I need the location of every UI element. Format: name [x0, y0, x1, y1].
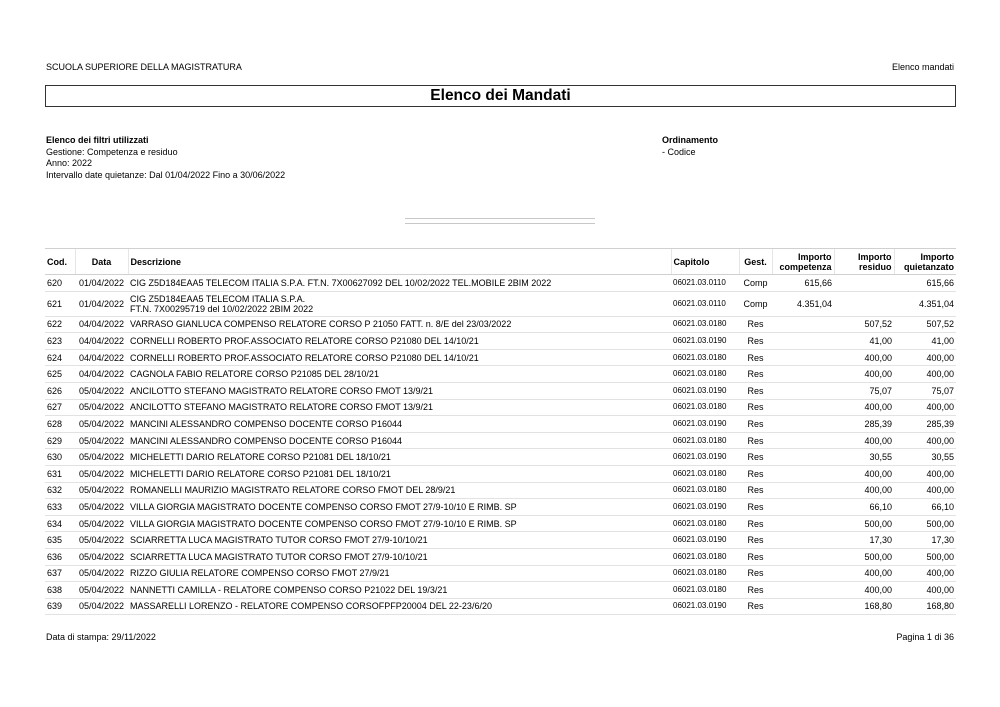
cell-gest: Comp [739, 275, 772, 292]
cell-data: 05/04/2022 [75, 499, 128, 516]
table-row [45, 366, 956, 383]
table-row [45, 449, 956, 466]
table-row [45, 316, 956, 333]
cell-quietanzato: 507,52 [894, 316, 956, 333]
cell-data: 05/04/2022 [75, 565, 128, 582]
cell-data: 01/04/2022 [75, 291, 128, 316]
table-header-row [45, 249, 956, 275]
cell-quietanzato: 400,00 [894, 482, 956, 499]
cell-cod: 620 [45, 275, 75, 292]
cell-descrizione-line1: MANCINI ALESSANDRO COMPENSO DOCENTE CORSO P16044 [130, 435, 403, 446]
cell-quietanzato: 285,39 [894, 416, 956, 433]
table-row [45, 482, 956, 499]
cell-capitolo: 06021.03.0180 [671, 366, 739, 383]
cell-quietanzato: 400,00 [894, 565, 956, 582]
cell-gest: Res [739, 449, 772, 466]
separator-line [405, 223, 595, 224]
cell-data: 05/04/2022 [75, 382, 128, 399]
col-header-quietanzato-line2: quietanzato [903, 261, 954, 272]
filters-heading: Elenco dei filtri utilizzati [46, 135, 149, 145]
cell-competenza [772, 482, 834, 499]
cell-residuo: 500,00 [834, 515, 894, 532]
cell-capitolo: 06021.03.0190 [671, 382, 739, 399]
cell-descrizione-line1: MICHELETTI DARIO RELATORE CORSO P21081 DEL 18/10/21 [130, 452, 391, 463]
cell-data: 04/04/2022 [75, 349, 128, 366]
cell-descrizione [128, 399, 671, 416]
col-header-quietanzato-line1: Importo [920, 251, 954, 262]
cell-competenza [772, 582, 834, 599]
cell-data: 05/04/2022 [75, 449, 128, 466]
cell-data: 05/04/2022 [75, 399, 128, 416]
cell-capitolo: 06021.03.0190 [671, 449, 739, 466]
cell-competenza [772, 515, 834, 532]
cell-data: 05/04/2022 [75, 482, 128, 499]
cell-descrizione-line1: VILLA GIORGIA MAGISTRATO DOCENTE COMPENSO CORSO FMOT 27/9-10/10 E RIMB. SP [130, 518, 517, 529]
table-row [45, 275, 956, 292]
cell-capitolo: 06021.03.0180 [671, 465, 739, 482]
cell-capitolo: 06021.03.0180 [671, 399, 739, 416]
cell-cod: 629 [45, 432, 75, 449]
cell-gest: Res [739, 565, 772, 582]
cell-descrizione-line1: SCIARRETTA LUCA MAGISTRATO TUTOR CORSO FMOT 27/9-10/10/21 [130, 551, 428, 562]
col-header-data: Data [75, 249, 128, 275]
cell-residuo: 30,55 [834, 449, 894, 466]
cell-data: 05/04/2022 [75, 582, 128, 599]
cell-quietanzato: 400,00 [894, 465, 956, 482]
cell-descrizione-line1: MICHELETTI DARIO RELATORE CORSO P21081 DEL 18/10/21 [130, 468, 391, 479]
cell-cod: 627 [45, 399, 75, 416]
page-indicator [896, 632, 954, 642]
cell-cod: 634 [45, 515, 75, 532]
cell-gest: Res [739, 366, 772, 383]
cell-quietanzato: 400,00 [894, 349, 956, 366]
cell-data: 04/04/2022 [75, 333, 128, 350]
cell-residuo: 400,00 [834, 432, 894, 449]
cell-descrizione [128, 275, 671, 292]
cell-descrizione [128, 432, 671, 449]
col-header-competenza-line2: competenza [779, 261, 832, 272]
cell-descrizione-line1: ROMANELLI MAURIZIO MAGISTRATO RELATORE CORSO FMOT DEL 28/9/21 [130, 485, 456, 496]
cell-descrizione-line1: MASSARELLI LORENZO - RELATORE COMPENSO CORSOFPFP20004 DEL 22-23/6/20 [130, 601, 492, 612]
cell-capitolo: 06021.03.0110 [671, 275, 739, 292]
cell-cod: 625 [45, 366, 75, 383]
cell-quietanzato: 4.351,04 [894, 291, 956, 316]
cell-competenza [772, 598, 834, 615]
cell-competenza [772, 548, 834, 565]
cell-residuo: 66,10 [834, 499, 894, 516]
cell-cod: 628 [45, 416, 75, 433]
col-header-descrizione: Descrizione [128, 249, 671, 275]
col-header-capitolo: Capitolo [671, 249, 739, 275]
cell-descrizione [128, 333, 671, 350]
cell-residuo: 75,07 [834, 382, 894, 399]
cell-descrizione [128, 598, 671, 615]
cell-capitolo: 06021.03.0190 [671, 333, 739, 350]
cell-gest: Res [739, 382, 772, 399]
cell-residuo: 41,00 [834, 333, 894, 350]
table-row [45, 565, 956, 582]
cell-capitolo: 06021.03.0190 [671, 532, 739, 549]
table-row [45, 515, 956, 532]
page-current: 1 [926, 632, 932, 642]
cell-residuo: 500,00 [834, 548, 894, 565]
cell-quietanzato: 30,55 [894, 449, 956, 466]
cell-quietanzato: 17,30 [894, 532, 956, 549]
cell-competenza: 615,66 [772, 275, 834, 292]
cell-descrizione-line1: CAGNOLA FABIO RELATORE CORSO P21085 DEL 28/10/21 [130, 369, 379, 380]
cell-cod: 624 [45, 349, 75, 366]
table-row [45, 349, 956, 366]
cell-residuo: 400,00 [834, 565, 894, 582]
col-header-competenza [772, 249, 834, 275]
cell-quietanzato: 400,00 [894, 432, 956, 449]
filter-intervallo: Intervallo date quietanze: Dal 01/04/2022 Fino a 30/06/2022 [46, 169, 286, 180]
ordering-value: - Codice [662, 146, 696, 157]
col-header-residuo [834, 249, 894, 275]
mandati-table [45, 248, 956, 615]
cell-capitolo: 06021.03.0180 [671, 316, 739, 333]
cell-residuo [834, 291, 894, 316]
cell-competenza [772, 432, 834, 449]
table-row [45, 598, 956, 615]
cell-capitolo: 06021.03.0110 [671, 291, 739, 316]
filter-anno: Anno: 2022 [46, 158, 93, 168]
cell-descrizione-line1: CORNELLI ROBERTO PROF.ASSOCIATO RELATORE CORSO P21080 DEL 14/10/21 [130, 335, 479, 346]
page-total: 36 [943, 632, 954, 642]
cell-descrizione [128, 548, 671, 565]
cell-competenza [772, 316, 834, 333]
col-header-competenza-line1: Importo [798, 251, 832, 262]
cell-cod: 630 [45, 449, 75, 466]
cell-competenza: 4.351,04 [772, 291, 834, 316]
table-row [45, 548, 956, 565]
report-name: Elenco mandati [891, 62, 954, 72]
cell-residuo: 400,00 [834, 399, 894, 416]
cell-gest: Res [739, 582, 772, 599]
page-label: Pagina [896, 632, 925, 642]
cell-cod: 632 [45, 482, 75, 499]
print-date: Data di stampa: 29/11/2022 [46, 632, 156, 642]
cell-descrizione-line1: VARRASO GIANLUCA COMPENSO RELATORE CORSO P 21050 FATT. n. 8/E del 23/03/2022 [130, 319, 512, 330]
cell-descrizione [128, 349, 671, 366]
cell-cod: 622 [45, 316, 75, 333]
cell-gest: Res [739, 399, 772, 416]
cell-residuo [834, 275, 894, 292]
cell-gest: Res [739, 432, 772, 449]
cell-competenza [772, 416, 834, 433]
cell-residuo: 507,52 [834, 316, 894, 333]
cell-data: 05/04/2022 [75, 515, 128, 532]
cell-data: 05/04/2022 [75, 598, 128, 615]
cell-gest: Res [739, 349, 772, 366]
cell-quietanzato: 400,00 [894, 582, 956, 599]
cell-capitolo: 06021.03.0180 [671, 432, 739, 449]
cell-gest: Res [739, 333, 772, 350]
cell-capitolo: 06021.03.0190 [671, 416, 739, 433]
cell-descrizione [128, 465, 671, 482]
table-row [45, 582, 956, 599]
institution-name: SCUOLA SUPERIORE DELLA MAGISTRATURA [46, 62, 242, 72]
cell-data: 05/04/2022 [75, 532, 128, 549]
cell-quietanzato: 75,07 [894, 382, 956, 399]
cell-competenza [772, 565, 834, 582]
table-row [45, 333, 956, 350]
cell-capitolo: 06021.03.0180 [671, 548, 739, 565]
cell-competenza [772, 366, 834, 383]
cell-descrizione-line1: VILLA GIORGIA MAGISTRATO DOCENTE COMPENSO CORSO FMOT 27/9-10/10 E RIMB. SP [130, 501, 517, 512]
table-row [45, 382, 956, 399]
cell-descrizione [128, 449, 671, 466]
cell-cod: 633 [45, 499, 75, 516]
col-header-residuo-line1: Importo [858, 251, 892, 262]
cell-gest: Res [739, 416, 772, 433]
cell-descrizione [128, 582, 671, 599]
col-header-gest: Gest. [739, 249, 772, 275]
cell-cod: 631 [45, 465, 75, 482]
cell-descrizione-line1: RIZZO GIULIA RELATORE COMPENSO CORSO FMOT 27/9/21 [130, 568, 390, 579]
cell-residuo: 400,00 [834, 582, 894, 599]
cell-quietanzato: 500,00 [894, 548, 956, 565]
cell-quietanzato: 400,00 [894, 366, 956, 383]
cell-quietanzato: 168,80 [894, 598, 956, 615]
cell-quietanzato: 66,10 [894, 499, 956, 516]
cell-data: 05/04/2022 [75, 432, 128, 449]
table-row [45, 499, 956, 516]
cell-competenza [772, 349, 834, 366]
filters-section [46, 135, 285, 181]
cell-competenza [772, 499, 834, 516]
cell-descrizione [128, 532, 671, 549]
filter-gestione: Gestione: Competenza e residuo [46, 146, 178, 157]
cell-gest: Comp [739, 291, 772, 316]
page-title: Elenco dei Mandati [45, 85, 956, 107]
cell-residuo: 285,39 [834, 416, 894, 433]
cell-descrizione-line2: FT.N. 7X00295719 del 10/02/2022 2BIM 2022 [130, 303, 314, 314]
cell-descrizione [128, 382, 671, 399]
cell-cod: 626 [45, 382, 75, 399]
cell-capitolo: 06021.03.0180 [671, 482, 739, 499]
table-row [45, 399, 956, 416]
cell-gest: Res [739, 316, 772, 333]
cell-capitolo: 06021.03.0180 [671, 515, 739, 532]
cell-descrizione-line1: CIG Z5D184EAA5 TELECOM ITALIA S.P.A. FT.N. 7X00627092 DEL 10/02/2022 TEL.MOBILE 2BIM 2022 [130, 277, 552, 288]
cell-descrizione [128, 515, 671, 532]
cell-data: 05/04/2022 [75, 416, 128, 433]
cell-descrizione [128, 482, 671, 499]
cell-quietanzato: 500,00 [894, 515, 956, 532]
cell-capitolo: 06021.03.0180 [671, 582, 739, 599]
cell-descrizione [128, 499, 671, 516]
ordering-section [662, 135, 718, 158]
cell-data: 05/04/2022 [75, 465, 128, 482]
cell-data: 01/04/2022 [75, 275, 128, 292]
cell-residuo: 17,30 [834, 532, 894, 549]
cell-data: 04/04/2022 [75, 316, 128, 333]
cell-cod: 636 [45, 548, 75, 565]
cell-gest: Res [739, 532, 772, 549]
cell-descrizione [128, 416, 671, 433]
cell-descrizione [128, 366, 671, 383]
cell-competenza [772, 333, 834, 350]
cell-quietanzato: 615,66 [894, 275, 956, 292]
cell-competenza [772, 532, 834, 549]
cell-gest: Res [739, 465, 772, 482]
table-row [45, 465, 956, 482]
cell-competenza [772, 382, 834, 399]
ordering-heading: Ordinamento [662, 135, 719, 145]
cell-cod: 637 [45, 565, 75, 582]
cell-cod: 635 [45, 532, 75, 549]
cell-descrizione-line1: NANNETTI CAMILLA - RELATORE COMPENSO CORSO P21022 DEL 19/3/21 [130, 584, 448, 595]
cell-gest: Res [739, 598, 772, 615]
cell-data: 04/04/2022 [75, 366, 128, 383]
table-row [45, 432, 956, 449]
table-row [45, 532, 956, 549]
cell-gest: Res [739, 548, 772, 565]
cell-competenza [772, 449, 834, 466]
cell-descrizione [128, 316, 671, 333]
cell-cod: 638 [45, 582, 75, 599]
cell-descrizione-line1: ANCILOTTO STEFANO MAGISTRATO RELATORE CORSO FMOT 13/9/21 [130, 402, 434, 413]
page-of: di [934, 632, 942, 642]
cell-cod: 639 [45, 598, 75, 615]
cell-residuo: 400,00 [834, 465, 894, 482]
cell-descrizione-line1: CORNELLI ROBERTO PROF.ASSOCIATO RELATORE CORSO P21080 DEL 14/10/21 [130, 352, 479, 363]
cell-capitolo: 06021.03.0180 [671, 565, 739, 582]
cell-descrizione [128, 291, 671, 316]
cell-capitolo: 06021.03.0180 [671, 349, 739, 366]
cell-descrizione [128, 565, 671, 582]
col-header-cod: Cod. [45, 249, 75, 275]
cell-quietanzato: 400,00 [894, 399, 956, 416]
cell-cod: 623 [45, 333, 75, 350]
separator-line [405, 218, 595, 219]
cell-capitolo: 06021.03.0190 [671, 499, 739, 516]
cell-descrizione-line1: CIG Z5D184EAA5 TELECOM ITALIA S.P.A. [130, 293, 306, 304]
table-row [45, 416, 956, 433]
cell-residuo: 400,00 [834, 366, 894, 383]
cell-descrizione-line1: MANCINI ALESSANDRO COMPENSO DOCENTE CORSO P16044 [130, 418, 403, 429]
cell-residuo: 400,00 [834, 482, 894, 499]
cell-gest: Res [739, 515, 772, 532]
table-row [45, 291, 956, 316]
cell-gest: Res [739, 482, 772, 499]
cell-competenza [772, 399, 834, 416]
col-header-quietanzato [894, 249, 956, 275]
cell-cod: 621 [45, 291, 75, 316]
col-header-residuo-line2: residuo [858, 261, 892, 272]
cell-descrizione-line1: SCIARRETTA LUCA MAGISTRATO TUTOR CORSO FMOT 27/9-10/10/21 [130, 535, 428, 546]
cell-quietanzato: 41,00 [894, 333, 956, 350]
cell-residuo: 168,80 [834, 598, 894, 615]
cell-capitolo: 06021.03.0190 [671, 598, 739, 615]
cell-residuo: 400,00 [834, 349, 894, 366]
cell-descrizione-line1: ANCILOTTO STEFANO MAGISTRATO RELATORE CORSO FMOT 13/9/21 [130, 385, 434, 396]
cell-data: 05/04/2022 [75, 548, 128, 565]
cell-competenza [772, 465, 834, 482]
cell-gest: Res [739, 499, 772, 516]
